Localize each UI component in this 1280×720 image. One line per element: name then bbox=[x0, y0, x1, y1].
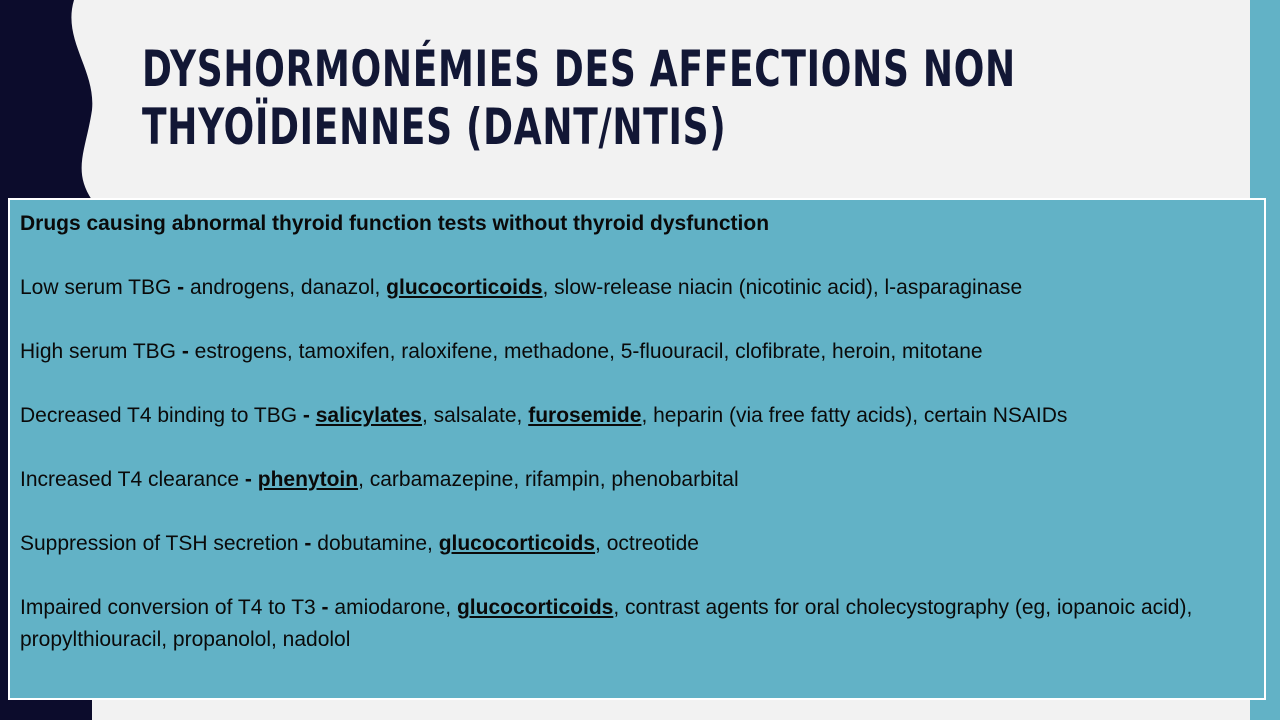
title-line-1: DYSHORMONÉMIES DES AFFECTIONS NON bbox=[142, 40, 1016, 98]
highlighted-drug: salicylates bbox=[315, 404, 422, 427]
content-heading: Drugs causing abnormal thyroid function tests without thyroid dysfunction bbox=[20, 212, 770, 235]
label-separator: - bbox=[239, 468, 258, 491]
section-label: Low serum TBG bbox=[20, 276, 172, 299]
label-separator: - bbox=[315, 596, 335, 619]
drug-list-text: estrogens, tamoxifen, raloxifene, methadone, 5-fluouracil, clofibrate, heroin, mitotane bbox=[194, 340, 983, 363]
drug-list-text: amiodarone, bbox=[334, 596, 457, 619]
title-line-2: THYOÏDIENNES (DANT/NTIS) bbox=[142, 98, 727, 156]
label-separator: - bbox=[298, 532, 318, 555]
label-separator: - bbox=[171, 276, 190, 299]
drug-section bbox=[20, 336, 1254, 368]
drug-sections-list bbox=[20, 272, 1254, 656]
drug-list-text: dobutamine, bbox=[317, 532, 439, 555]
drug-section bbox=[20, 464, 1254, 496]
section-label: Impaired conversion of T4 to T3 bbox=[20, 596, 316, 619]
drug-list-text: , octreotide bbox=[595, 532, 699, 555]
highlighted-drug: phenytoin bbox=[257, 468, 359, 491]
label-separator: - bbox=[297, 404, 316, 427]
drug-list-text: androgens, danazol, bbox=[190, 276, 387, 299]
highlighted-drug: furosemide bbox=[528, 404, 642, 427]
section-label: High serum TBG bbox=[20, 340, 176, 363]
drug-list-text: , salsalate, bbox=[422, 404, 529, 427]
label-separator: - bbox=[176, 340, 195, 363]
drug-section bbox=[20, 528, 1254, 560]
drug-list-text: , slow-release niacin (nicotinic acid), l-asparaginase bbox=[542, 276, 1023, 299]
drug-section bbox=[20, 592, 1254, 656]
slide-title bbox=[142, 40, 1016, 156]
section-label: Decreased T4 binding to TBG bbox=[20, 404, 298, 427]
drug-list-text: , contrast agents for oral cholecystography (eg, iopanoic acid), propylthiouracil, propanolol, nadolol bbox=[20, 596, 1193, 651]
highlighted-drug: glucocorticoids bbox=[386, 276, 543, 299]
drug-section bbox=[20, 400, 1254, 432]
drug-list-text: , heparin (via free fatty acids), certain NSAIDs bbox=[641, 404, 1068, 427]
highlighted-drug: glucocorticoids bbox=[456, 596, 614, 619]
section-label: Suppression of TSH secretion bbox=[20, 532, 299, 555]
content-box bbox=[8, 198, 1266, 700]
highlighted-drug: glucocorticoids bbox=[438, 532, 596, 555]
drug-list-text: , carbamazepine, rifampin, phenobarbital bbox=[358, 468, 739, 491]
section-label: Increased T4 clearance bbox=[20, 468, 240, 491]
drug-section bbox=[20, 272, 1254, 304]
